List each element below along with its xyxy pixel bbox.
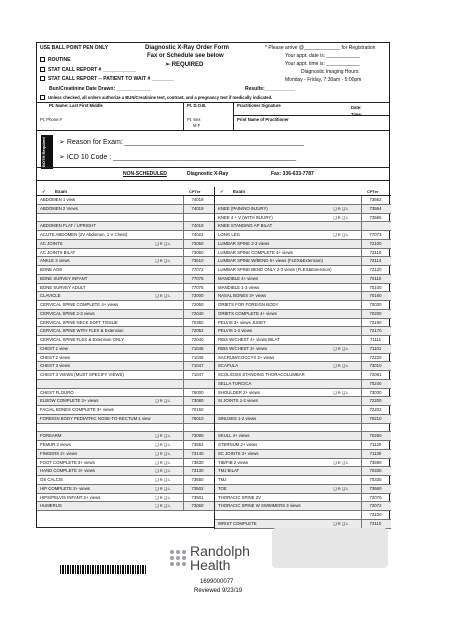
table-row[interactable] <box>37 266 214 275</box>
cpt-code: 71047 <box>183 371 211 379</box>
checkbox[interactable] <box>40 76 45 81</box>
cpt-code <box>183 424 211 432</box>
pt-sex-label: Pt. Sex <box>187 117 201 122</box>
arrive-note: * Please arrive @_____________ for Registration <box>265 45 376 51</box>
exam-name: AC JOINTS BILAT <box>40 249 76 255</box>
exam-name: SACRUM/COCCYX 2+ views <box>218 354 275 360</box>
exam-name: CHEST 3 views <box>40 363 71 369</box>
exam-name: CLAVICLE <box>40 293 61 299</box>
table-row[interactable] <box>215 327 391 336</box>
side-checkboxes[interactable]: ❑ R ❑ L <box>155 494 171 500</box>
cpt-code: 72081 <box>361 371 389 379</box>
exam-name: KNEE (PAIN/NO INJURY) <box>218 205 268 211</box>
cpt-code: 71047 <box>183 362 211 370</box>
form-title: Diagnostic X-Ray Order Form <box>145 45 230 51</box>
cpt-code: 72072 <box>361 502 389 510</box>
table-row[interactable] <box>37 222 214 231</box>
exam-name: HIP COMPLETE 2+ views <box>40 485 90 491</box>
exam-name: FOREIGN BODY PEDIATRIC NOSE-TO-RECTUM 1 view <box>40 415 151 421</box>
table-row[interactable] <box>37 214 214 223</box>
pt-dob-label: Pt. D.O.B. <box>187 103 207 108</box>
side-checkboxes[interactable]: ❑ R ❑ L <box>155 503 171 509</box>
table-row[interactable] <box>215 240 391 249</box>
side-checkboxes[interactable]: ❑ R ❑ L <box>155 398 171 404</box>
cpt-code: 72100 <box>361 240 389 248</box>
cpt-code: 73630 <box>183 459 211 467</box>
cpt-code: 74022 <box>183 231 211 239</box>
exam-name: BONE AGE <box>40 267 63 272</box>
cpt-code: 73501 <box>183 494 211 502</box>
side-checkboxes[interactable]: ❑ R ❑ L <box>155 485 171 491</box>
cpt-code: 72220 <box>361 354 389 362</box>
table-row[interactable] <box>215 354 391 363</box>
cpt-code: 73552 <box>183 441 211 449</box>
both-required-tab: BOTH Required <box>41 135 53 169</box>
exam-name: STERNUM 2+ views <box>218 442 258 447</box>
exam-name: KNEE STANDING AP BILAT <box>218 223 273 229</box>
exam-name: TIB/FIB 2 views <box>218 459 249 465</box>
side-checkboxes[interactable]: ❑ R ❑ L <box>333 232 349 237</box>
side-checkboxes[interactable]: ❑ R ❑ L <box>155 240 171 246</box>
order-form <box>36 42 390 528</box>
table-row[interactable] <box>215 389 391 398</box>
table-row[interactable] <box>215 284 391 293</box>
cpt-code: 72114 <box>361 257 389 265</box>
table-row[interactable] <box>37 389 214 398</box>
exam-name: THORACIC SPINE 2V <box>218 494 261 500</box>
form-number: 1699000077 <box>200 579 234 585</box>
exam-name: PELVIS 1-2 views <box>218 328 253 334</box>
check-icon: ✓ <box>42 189 46 194</box>
table-row[interactable] <box>37 240 214 249</box>
exam-name: ABDOMEN 2 Views <box>40 205 78 211</box>
cpt-code: 73050 <box>183 249 211 257</box>
barcode <box>60 565 146 574</box>
ballpoint-note: USE BALL POINT PEN ONLY <box>40 45 109 51</box>
cpt-code: 73130 <box>183 467 211 475</box>
table-row[interactable] <box>215 459 391 468</box>
table-row[interactable] <box>37 371 214 380</box>
cpt-code: 72110 <box>361 249 389 257</box>
exam-name: HUMERUS <box>40 503 62 509</box>
exam-name: LUMBAR SPINE W/BEND 6+ views (FLEX&Extension) <box>218 258 323 264</box>
cpt-code <box>361 222 389 230</box>
exam-name: CHEST 3 VIEWS (MUST SPECIFY VIEWS) <box>40 372 124 377</box>
table-row[interactable] <box>215 336 391 345</box>
cpt-code: 73564 <box>361 205 389 213</box>
stat-report-option[interactable]: STAT CALL REPORT # ____________ <box>40 67 136 73</box>
exam-name: CHEST 1 view <box>40 345 68 351</box>
check-icon: ✓ <box>220 189 224 194</box>
cpt-code: 77075 <box>183 284 211 292</box>
exam-name: OS CALCIS <box>40 477 63 482</box>
table-row[interactable] <box>215 397 391 406</box>
exam-name: SCAPULA <box>218 363 239 369</box>
cpt-code: 74018 <box>183 196 211 204</box>
cpt-code: 72170 <box>361 327 389 335</box>
cpt-code: 74019 <box>183 222 211 230</box>
cpt-code: 70260 <box>361 432 389 440</box>
form-subtitle: Fax or Schedule see below <box>147 53 224 59</box>
table-row[interactable] <box>37 249 214 258</box>
table-row[interactable] <box>215 511 391 520</box>
side-checkboxes[interactable]: ❑ R ❑ L <box>333 214 349 220</box>
exam-name: FOREARM <box>40 433 62 439</box>
table-row[interactable] <box>37 319 214 328</box>
cpt-code: 72040 <box>183 336 211 344</box>
cpt-code: 72040 <box>183 310 211 318</box>
non-scheduled-label: NON-SCHEDULED <box>123 171 167 177</box>
table-row[interactable] <box>37 205 214 214</box>
exam-name: SCOLIOSIS STANDING THORACOLUMBAR <box>218 372 305 377</box>
cpt-code: 71111 <box>361 336 389 344</box>
cpt-code: 72190 <box>361 319 389 327</box>
logo-line1: Randolph <box>190 543 250 559</box>
hours-title: Diagnostic Imaging Hours: <box>301 69 360 75</box>
practitioner-signature-label: Practitioner Signature <box>237 103 281 108</box>
exam-name: RIBS W/CHEST 4+ views BILAT <box>218 337 280 342</box>
cpt-code: 70200 <box>361 310 389 318</box>
cpt-code: 77073 <box>361 231 389 239</box>
arrow-icon: ➢ <box>165 62 172 68</box>
table-row[interactable] <box>37 467 214 476</box>
table-row[interactable] <box>215 214 391 223</box>
table-row[interactable] <box>215 266 391 275</box>
table-row[interactable] <box>215 345 391 354</box>
exam-name: CERVICAL SPINE FLEX & Extension ONLY <box>40 337 124 342</box>
exam-name: ABDOMEN FLAT / UPRIGHT <box>40 223 96 229</box>
exam-name: MANDIBLE 4+ views <box>218 275 258 281</box>
reviewed-date: Reviewed 9/23/19 <box>194 588 243 594</box>
side-checkboxes[interactable]: ❑ R ❑ L <box>155 477 171 482</box>
exam-name: CERVICAL SPINE 2-3 views <box>40 310 95 316</box>
table-row[interactable] <box>37 459 214 468</box>
table-row[interactable] <box>37 380 214 389</box>
table-row[interactable] <box>37 301 214 310</box>
exam-name: WRIST COMPLETE <box>218 520 257 526</box>
table-row[interactable] <box>37 231 214 240</box>
table-row[interactable] <box>37 494 214 503</box>
cpt-code: 71120 <box>361 441 389 449</box>
exam-name: ELBOW COMPLETE 3+ views <box>40 398 99 404</box>
side-checkboxes[interactable]: ❑ R ❑ L <box>155 442 171 447</box>
table-row[interactable] <box>37 275 214 284</box>
exam-name: MANDIBLE 1-3 views <box>218 284 260 290</box>
icd-field[interactable]: ➢ ICD 10 Code : _______________________________________________ <box>59 154 297 161</box>
table-row[interactable] <box>215 292 391 301</box>
cpt-code: 76010 <box>183 415 211 423</box>
table-row[interactable] <box>215 406 391 415</box>
table-row[interactable] <box>215 502 391 511</box>
table-row[interactable] <box>215 467 391 476</box>
table-row[interactable] <box>215 257 391 266</box>
cpt-code: 73562 <box>361 196 389 204</box>
cpt-code: 72200 <box>361 397 389 405</box>
cpt-code <box>361 424 389 432</box>
exam-name: SELLA TURCICA <box>218 380 252 386</box>
cpt-code: 73090 <box>183 432 211 440</box>
left-exam-column <box>37 187 214 511</box>
column-header: ✓ Exam CPTer <box>37 187 214 196</box>
table-row[interactable] <box>37 327 214 336</box>
side-checkboxes[interactable]: ❑ R ❑ L <box>155 433 171 439</box>
cpt-code: 71101 <box>361 345 389 353</box>
table-row[interactable] <box>215 441 391 450</box>
table-row[interactable] <box>215 432 391 441</box>
cpt-code: 70030 <box>361 301 389 309</box>
table-row[interactable] <box>215 249 391 258</box>
exam-name: ORBITS FOR FOREIGN BODY <box>218 302 279 307</box>
table-row[interactable] <box>215 362 391 371</box>
table-row[interactable] <box>37 450 214 459</box>
side-checkboxes[interactable]: ❑ R ❑ L <box>333 205 349 211</box>
cpt-code: 73100 <box>361 511 389 519</box>
side-checkboxes[interactable]: ❑ R ❑ L <box>155 459 171 465</box>
table-row[interactable] <box>37 476 214 485</box>
required-label: ➢ REQUIRED <box>165 62 204 68</box>
side-checkboxes[interactable]: ❑ R ❑ L <box>333 459 349 465</box>
side-checkboxes[interactable]: ❑ R ❑ L <box>333 389 349 395</box>
table-row[interactable] <box>215 310 391 319</box>
cpt-code: 73660 <box>361 485 389 493</box>
exam-name: ANKLE 3 views <box>40 258 70 264</box>
cpt-code: 73010 <box>361 362 389 370</box>
cpt-code <box>183 380 211 388</box>
logo-line2: Health <box>190 557 231 573</box>
pt-name-label: Pt. Name: Last First Middle <box>49 103 103 108</box>
cpt-code: 77076 <box>183 275 211 283</box>
exam-name: FOOT COMPLETE 3+ views <box>40 459 95 465</box>
cpt-code: 71046 <box>183 354 211 362</box>
cpt-code: 73050 <box>183 240 211 248</box>
bun-field[interactable]: Bun/Creatinine Date Drawn: ____________ <box>49 86 150 92</box>
right-exam-column <box>214 187 391 529</box>
cpt-code: 73080 <box>183 397 211 405</box>
cpt-code: 72202 <box>361 406 389 414</box>
cpt-code: 73565 <box>361 214 389 222</box>
exam-name: HAND COMPLETE 3+ views <box>40 468 96 474</box>
table-row[interactable] <box>215 231 391 240</box>
exam-name: BONE SURVEY INFANT <box>40 275 88 281</box>
cpt-code: 73140 <box>183 450 211 458</box>
exam-name: SI JOINTS 1-2 views <box>218 398 258 404</box>
exam-name: BONE SURVEY ADULT <box>40 284 86 290</box>
exam-name: ABDOMEN 1 view <box>40 197 76 202</box>
exam-name: FACIAL BONES COMPLETE 3+ views <box>40 407 114 412</box>
table-row[interactable] <box>215 380 391 389</box>
table-row[interactable] <box>215 319 391 328</box>
exam-name: RIBS W/CHEST 3+ views <box>218 345 267 351</box>
checkbox[interactable] <box>40 95 45 100</box>
exam-name: AC JOINTS <box>40 240 63 246</box>
cpt-code: 70110 <box>361 275 389 283</box>
pt-sex-options[interactable]: M F <box>193 123 201 128</box>
cpt-code: 72050 <box>183 301 211 309</box>
exam-name: LUMBAR SPINE BEND ONLY 2-3 views (FLEX&Extension) <box>218 267 332 272</box>
table-row[interactable] <box>37 310 214 319</box>
cpt-code <box>183 214 211 222</box>
exam-name: NASAL BONES 3+ views <box>218 293 267 299</box>
cpt-code: 74019 <box>183 205 211 213</box>
exam-name: LUMBAR SPINE COMPLETE 4+ views <box>218 249 293 255</box>
exam-name: SKULL 4+ views <box>218 433 250 439</box>
side-checkboxes[interactable]: ❑ R ❑ L <box>155 258 171 264</box>
print-name-label: Print Name of Practitioner <box>237 117 289 122</box>
side-checkboxes[interactable]: ❑ R ❑ L <box>333 520 349 526</box>
table-row[interactable] <box>37 336 214 345</box>
table-row[interactable] <box>215 371 391 380</box>
table-row[interactable] <box>215 485 391 494</box>
arrow-icon: ➢ <box>59 154 67 161</box>
stat-wait-option[interactable]: STAT CALL REPORT -- PATIENT TO WAIT # ________ <box>40 76 174 82</box>
side-checkboxes[interactable]: ❑ R ❑ L <box>155 450 171 456</box>
table-row[interactable] <box>37 292 214 301</box>
side-checkboxes[interactable]: ❑ R ❑ L <box>155 293 171 299</box>
appt-date: Your appt. date is: ____________ <box>285 53 360 59</box>
table-row[interactable] <box>37 354 214 363</box>
results-field[interactable]: Results:___________ <box>245 86 296 92</box>
table-row[interactable] <box>215 450 391 459</box>
table-row[interactable] <box>215 275 391 284</box>
cpt-code: 73000 <box>183 292 211 300</box>
cpt-code: 73610 <box>183 257 211 265</box>
exam-name: CHEST FLOURO <box>40 389 74 395</box>
cpt-code: 71045 <box>183 345 211 353</box>
table-row[interactable] <box>215 415 391 424</box>
pt-phone-label: Pt. Phone # <box>40 117 62 122</box>
cpt-code: 72052 <box>183 327 211 335</box>
table-row[interactable] <box>37 257 214 266</box>
exam-name: FEMUR 2 views <box>40 442 71 447</box>
exam-name: CHEST 2 views <box>40 354 71 360</box>
cpt-code: 70360 <box>183 319 211 327</box>
column-header: ✓ Exam CPTer <box>215 187 391 196</box>
exam-name: SC JOINTS 3+ views <box>218 450 259 456</box>
cpt-code: 70330 <box>361 476 389 484</box>
table-row[interactable] <box>215 301 391 310</box>
table-row[interactable] <box>37 406 214 415</box>
side-checkboxes[interactable]: ❑ R ❑ L <box>333 345 349 351</box>
cpt-code: 70150 <box>183 406 211 414</box>
cpt-code: 70100 <box>361 284 389 292</box>
exam-name: CERVICAL SPINE COMPLETE 4+ views <box>40 302 119 307</box>
arrow-icon: ➢ <box>59 139 67 146</box>
cpt-code: 70210 <box>361 415 389 423</box>
fax-number: Fax: 336-633-7787 <box>271 171 314 177</box>
cpt-code: 76000 <box>183 389 211 397</box>
table-row[interactable] <box>37 397 214 406</box>
table-row[interactable] <box>37 502 214 511</box>
cpt-code: 72070 <box>361 494 389 502</box>
cpt-code: 71130 <box>361 450 389 458</box>
exam-name: CERVICAL SPINE WITH FLEX & Extension <box>40 328 124 334</box>
table-row[interactable] <box>37 362 214 371</box>
date-label: Date: <box>351 105 362 110</box>
exam-name: PELVIS 3+ views JUDET <box>218 319 266 325</box>
cpt-code: 73590 <box>361 459 389 467</box>
table-row[interactable] <box>215 476 391 485</box>
side-checkboxes[interactable]: ❑ R ❑ L <box>155 468 171 474</box>
side-checkboxes[interactable]: ❑ R ❑ L <box>333 485 349 491</box>
table-row[interactable] <box>37 284 214 293</box>
exam-name: LUMBAR SPINE 2-3 views <box>218 240 270 246</box>
table-row[interactable] <box>37 345 214 354</box>
exam-name: THORACIC SPINE W SWIMMERS 3 views <box>218 503 301 509</box>
exam-name: SHOULDER 2+ views <box>218 389 260 395</box>
unless-note[interactable]: Unless checked, all orders authorize a BUN/Creatinine test, contrast, and a pregnancy test if medically indicated. <box>40 95 272 100</box>
table-row[interactable] <box>37 415 214 424</box>
checkbox[interactable] <box>40 67 45 72</box>
label-box <box>272 528 388 568</box>
exam-name: CERVICAL SPINE NECK SOFT TISSUE <box>40 319 118 325</box>
exam-name: ACUTE ABDOMEN (2V Abdomen, 1 V Chest) <box>40 232 128 237</box>
table-row[interactable] <box>215 222 391 231</box>
table-row[interactable] <box>37 196 214 205</box>
cpt-code: 73502 <box>183 485 211 493</box>
cpt-code: 73030 <box>361 389 389 397</box>
routine-option[interactable]: ROUTINE <box>40 57 71 63</box>
exam-name: LONG LEG <box>218 232 240 237</box>
cpt-code: 73060 <box>183 502 211 510</box>
appt-time: Your appt. time is: ____________ <box>285 61 360 67</box>
exam-name: TMJ <box>218 477 227 482</box>
side-checkboxes[interactable]: ❑ R ❑ L <box>333 363 349 369</box>
table-row[interactable] <box>37 441 214 450</box>
diagnostic-xray-label: Diagnostic X-Ray <box>187 171 229 177</box>
cpt-code: 70330 <box>361 467 389 475</box>
exam-name: FINGERS 2+ views <box>40 450 78 456</box>
cpt-code: 70160 <box>361 292 389 300</box>
exam-name: TOE <box>218 485 227 491</box>
table-row[interactable] <box>215 494 391 503</box>
cpt-code: 72120 <box>361 266 389 274</box>
exam-name: ORBITS COMPLETE 4+ views <box>218 310 277 316</box>
table-row[interactable] <box>215 424 391 433</box>
table-row[interactable] <box>215 196 391 205</box>
exam-name: KNEE 4 + V (WITH INJURY) <box>218 214 273 220</box>
exam-name: TMJ BILAT <box>218 468 240 474</box>
table-row[interactable] <box>37 432 214 441</box>
time-label: Time: <box>351 112 363 117</box>
reason-field[interactable]: ➢ Reason for Exam: ______________________________________________ <box>59 139 304 146</box>
cpt-code: 73110 <box>361 520 389 528</box>
table-row[interactable] <box>37 424 214 433</box>
table-row[interactable] <box>215 205 391 214</box>
exam-name: HIPS/PELVIS INFANT 2+ views <box>40 494 101 500</box>
table-row[interactable] <box>37 485 214 494</box>
exam-name: SINUSES 1-2 views <box>218 415 257 421</box>
hours: Monday - Friday, 7:30am - 5:00pm <box>285 77 362 83</box>
checkbox[interactable] <box>40 57 45 62</box>
cpt-code: 77072 <box>183 266 211 274</box>
cpt-code: 73650 <box>183 476 211 484</box>
cpt-code: 70240 <box>361 380 389 388</box>
